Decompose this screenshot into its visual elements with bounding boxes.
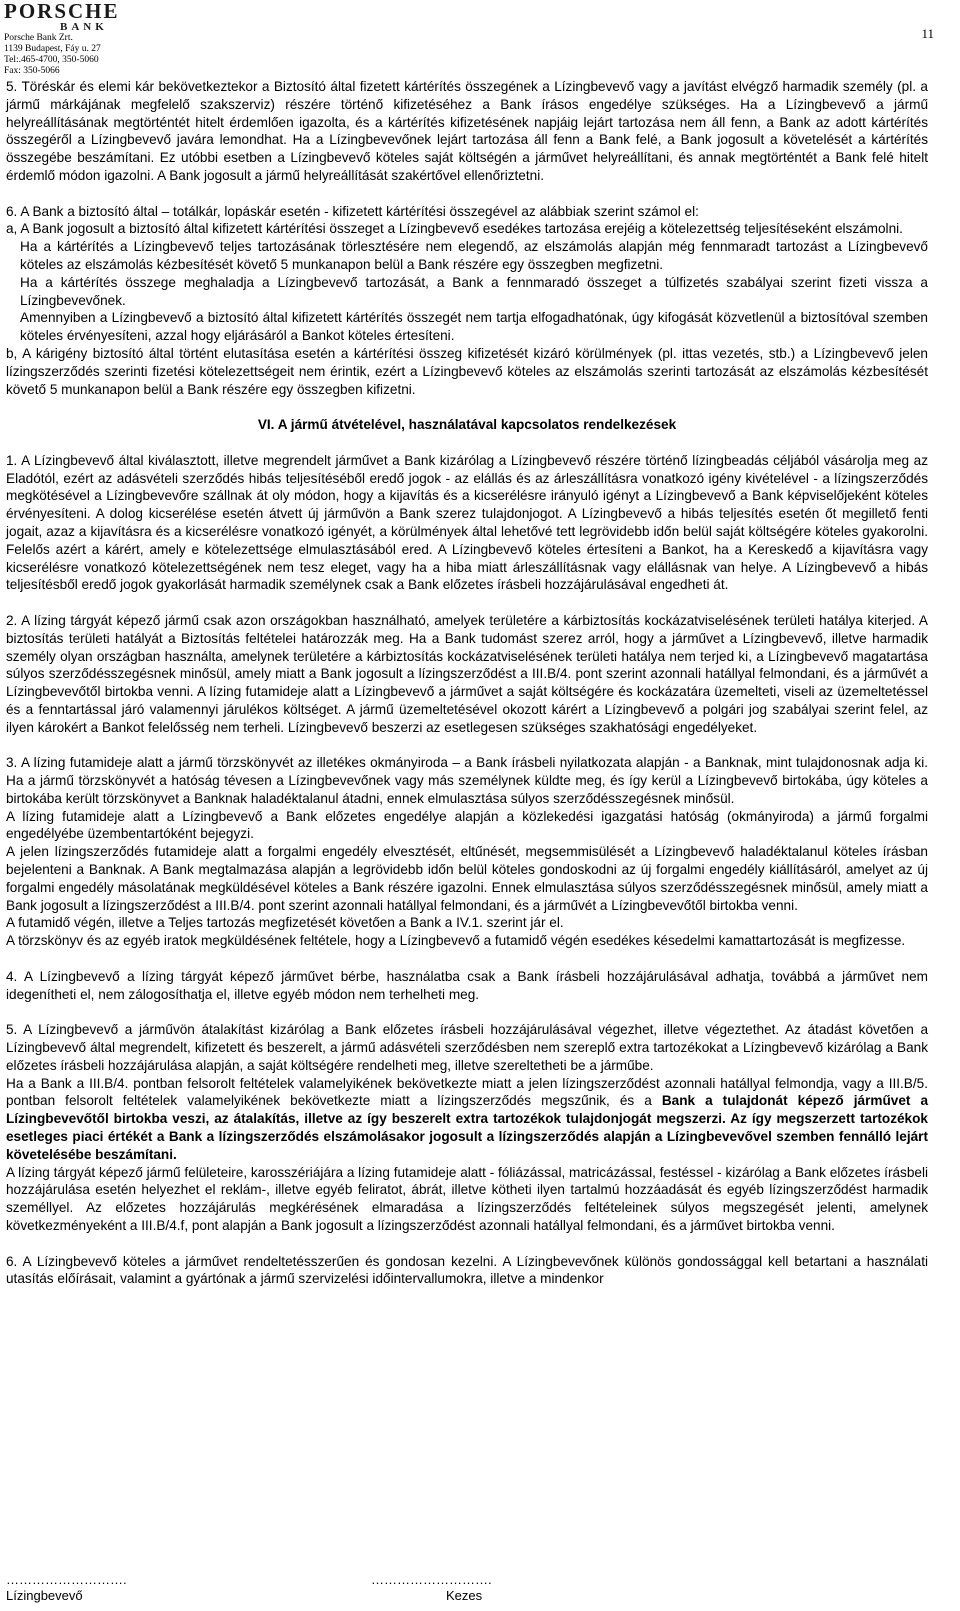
document-body <box>6 78 928 1288</box>
signature-label-lessee: Lízingbevevő <box>6 1588 83 1603</box>
signature-label-guarantor: Kezes <box>446 1588 483 1603</box>
signature-line-guarantor: ………………………. <box>371 1572 492 1587</box>
paragraph <box>6 754 928 807</box>
text-run: VI. A jármű átvételével, használatával kapcsolatos rendelkezések <box>257 417 677 433</box>
paragraph <box>6 843 928 914</box>
page-number: 11 <box>921 26 934 41</box>
paragraph <box>6 932 928 950</box>
text-run: 6. A Bank a biztosító által – totálkár, lopáskár esetén - kifizetett kártérítési összegével az alábbiak szerint számol el: <box>6 203 699 219</box>
paragraph <box>6 203 928 221</box>
paragraph <box>6 309 928 345</box>
paragraph-spacer <box>6 950 928 968</box>
paragraph <box>6 238 928 274</box>
paragraph <box>6 612 928 737</box>
bank-logo-block <box>4 1 204 77</box>
paragraph <box>6 1164 928 1235</box>
text-run: a, A Bank jogosult a biztosító által kifizetett kártérítési összeget a Lízingbevevő esedékes tartozása erejéig a kötelezettség teljesítéseként elszámolni. <box>6 221 903 237</box>
paragraph-spacer <box>6 1235 928 1253</box>
bold-text-run: Bank a tulajdonát képező járművet a Lízingbevevőtől birtokba veszi, az átalakítás, illetve az így beszerelt extra tartozékok tulajdonjogát megszerzi. Az így megszerzett tartozékok esetleges piaci értékét a Bank a lízingszerződés elszámolásakor jogosult a lízingszerződés alapján a Lízingbevevővel szemben fennálló lejárt követelésébe beszámítani. <box>6 1093 929 1162</box>
bank-logo-subtitle: BANK <box>60 21 108 33</box>
paragraph <box>6 1253 928 1289</box>
paragraph <box>6 452 928 594</box>
text-run: A futamidő végén, illetve a Teljes tartozás megfizetését követően a Bank a IV.1. szerint jár el. <box>6 915 564 931</box>
text-run: 1. A Lízingbevevő által kiválasztott, illetve megrendelt járművet a Bank kizárólag a Lízingbevevő részére történő lízingbeadás céljából vásárolja meg az Eladótól, ezért az adásvételi szerződés hibás teljesítéséből eredő jogok - az elállás és az árleszállításra vonatkozó igény kivételével - a lízingszerződés megkötésével a Lízingbevevőre szállnak át oly módon, hogy a kijavítás és a kicserélésre irányuló igényt a Lízingbevevő a Bank képviselőjeként köteles érvényesíteni. A dolog kicserélése esetén átvett új járművön a Bank szerez tulajdonjogot. A Lízingbevevő a hibás teljesítés esetén őt megillető fenti jogait, azaz a kijavításra és a kicserélésre vonatkozó igényét, a körülmények által lehetővé tett legrövidebb időn belül saját költségére köteles gyakorolni. Felelős azért a kárért, amely e kötelezettsége elmulasztásából ered. A Lízingbevevő köteles értesíteni a Bankot, ha a Kereskedő a kijavításra vagy kicserélésre vonatkozó kötelezettségének nem tesz eleget, vagy ha a hiba miatt árleszállításnak vagy elállásnak van helye. A Lízingbevevő a hibás teljesítésből eredő jogok gyakorlását harmadik személynek csak a Bank előzetes írásbeli hozzájárulásával engedheti át. <box>6 452 928 593</box>
company-name: Porsche Bank Zrt. <box>4 33 73 43</box>
text-run: 6. A Lízingbevevő köteles a járművet rendeltetésszerűen és gondosan kezelni. A Lízingbevevőnek különös gondossággal kell betartani a használati utasítás előírásait, valamint a gyártónak a jármű szervizelési időintervallumokra, illetve a mindenkor <box>6 1253 928 1287</box>
paragraph <box>6 274 928 310</box>
text-run: Ha a kártérítés összege meghaladja a Lízingbevevő tartozását, a Bank a fennmaradó összeget a túlfizetés szabályai szerint fizeti vissza a Lízingbevevőnek. <box>20 274 928 308</box>
text-run: Ha a Bank a III.B/4. pontban felsorolt feltételek valamelyikének bekövetkezte miatt a jelen lízingszerződést azonnali hatállyal felmondja, vagy a III.B/5. pontban felsorolt feltételek valamelyikének bekövetkezte miatt a lízingszerződés megszűnik, és a <box>6 1075 928 1109</box>
porsche-logo: PORSCHE <box>4 0 120 23</box>
paragraph-spacer <box>6 736 928 754</box>
paragraph-spacer <box>6 434 928 452</box>
paragraph <box>6 78 928 185</box>
paragraph <box>6 914 928 932</box>
text-run: 3. A lízing futamideje alatt a jármű törzskönyvét az illetékes okmányiroda – a Bank írásbeli nyilatkozata alapján - a Banknak, mint tulajdonosnak adja ki. Ha a jármű törzskönyvét a hatóság tévesen a Lízingbevevőnek vagy más személynek küldte meg, és így kerül a Lízingbevevő birtokába, úgy köteles a birtokába került törzskönyvet a Banknak haladéktalanul átadni, ennek elmulasztása súlyos szerződésszegésnek minősül. <box>6 755 928 806</box>
paragraph <box>6 220 928 238</box>
text-run: A törzskönyv és az egyéb iratok megküldésének feltétele, hogy a Lízingbevevő a futamidő végén esedékes késedelmi kamattartozását is megfizesse. <box>6 933 906 949</box>
paragraph-spacer <box>6 398 928 416</box>
text-run: 2. A lízing tárgyát képező jármű csak azon országokban használható, amelyek területére a kárbiztosítás kockázatviselésének területi hatálya kiterjed. A biztosítás területi hatályát a Biztosítás feltételei határozzák meg. Ha a Bank tudomást szerez arról, hogy a járművet a Lízingbevevő, illetve harmadik személy olyan országban használta, amelynek területére a kárbiztosítás kockázatviselésének területi hatálya nem terjed ki, a Lízingbevevő magatartása súlyos szerződésszegésnek minősül, amely miatt a Bank jogosult a lízingszerződést a III.B/4. pont szerint azonnali hatállyal felmondani, és a járművét a Lízingbevevőtől birtokba venni. A lízing futamideje alatt a Lízingbevevő a járművet a saját költségére és kockázatára üzemelteti, viseli az üzemeltetéssel és a fenntartással járó valamennyi járulékos költséget. A jármű üzemeltetésével okozott kárért a Lízingbevevő a polgári jog szabályai szerint felel, az ilyen károkért a Bankot felelősség nem terheli. Lízingbevevő beszerzi az esetlegesen szükséges szakhatósági engedélyeket. <box>6 612 928 735</box>
paragraph <box>6 345 928 398</box>
text-run: A jelen lízingszerződés futamideje alatt a forgalmi engedély elvesztését, eltűnését, megsemmisülését a Lízingbevevő haladéktalanul köteles írásban bejelenteni a Banknak. A Bank megtalmazása alapján a legrövidebb időn belül köteles gondoskodni az új forgalmi engedély kiállításáról, amelyet az új forgalmi engedély másolatának megküldésével köteles a Bank részére igazolni. Ennek elmulasztása súlyos szerződésszegésnek minősül, amely miatt a Bank jogosult a lízingszerződést a III.B/4. pont szerint azonnali hatállyal felmondani, és a járművét a Lízingbevevőtől birtokba venni. <box>6 844 928 913</box>
text-run: 5. Töréskár és elemi kár bekövetkeztekor a Biztosító által fizetett kártérítés összegének a Lízingbevevő vagy a javítást elvégző harmadik személy (pl. a jármű márkájának megfelelő szakszerviz) részére történő kifizetéséhez a Bank írásos engedélye szükséges. Ha a Lízingbevevő a jármű helyreállításának megtörténtét hitelt érdemlően igazolta, és a kártérítés kifizetésének napjáig lejárt tartozása nem áll fenn, a Bank az adott kártérítés összegéről a Lízingbevevő javára lemondhat. Ha a Lízingbevevőnek lejárt tartozása áll fenn a Bank felé, a Bank jogosult a követelését a kártérítés összegébe beszámítani. Ez utóbbi esetben a Lízingbevevő köteles saját költségén a járművet helyreállítani, és annak megtörténtét a Bank felé hitelt érdemlő módon igazolni. A Bank jogosult a jármű helyreállítását szakértővel ellenőriztetni. <box>6 79 928 183</box>
paragraph-spacer <box>6 185 928 203</box>
company-address: 1139 Budapest, Fáy u. 27 <box>4 44 101 54</box>
company-fax: Fax: 350-5066 <box>4 66 60 76</box>
text-run: Amennyiben a Lízingbevevő a biztosító által kifizetett kártérítés összegét nem tartja elfogadhatónak, úgy kifogását közvetlenül a biztosítóval szemben köteles érvényesíteni, azzal hogy eljárásáról a Bankot köteles értesíteni. <box>20 310 928 344</box>
paragraph-spacer <box>6 1003 928 1021</box>
paragraph <box>6 808 928 844</box>
text-run: A lízing tárgyát képező jármű felületeire, karosszériájára a lízing futamideje alatt - fóliázással, matricázással, festéssel - kizárólag a Bank előzetes írásbeli hozzájárulása esetén helyezhet el reklám-, illetve egyéb feliratot, ábrát, illetve kötheti ilyen tartalmú hozzáadását és egyéb lízingszerződést harmadik személlyel. Az előzetes hozzájárulás megkérésének elmaradása a lízingszerződés feltételeinek súlyos megszegését jelenti, amelynek következményeként a III.B/4.f, pont alapján a Bank jogosult a lízingszerződést azonnali hatállyal felmondani, és a járművet birtokba venni. <box>6 1164 928 1233</box>
paragraph <box>6 1021 928 1074</box>
text-run: 5. A Lízingbevevő a járművön átalakítást kizárólag a Bank előzetes írásbeli hozzájárulásával végezhet, illetve végeztethet. Az átadást követően a Lízingbevevő által megrendelt, kifizetett és beszerelt, a jármű adásvételi szerződésben nem szereplő extra tartozékokat a Lízingbevevő kizárólag a Bank előzetes írásbeli hozzájárulása alapján, a saját költségére rendelheti meg, illetve szereltetheti be a járműbe. <box>6 1022 928 1073</box>
text-run: 4. A Lízingbevevő a lízing tárgyát képező járművet bérbe, használatba csak a Bank írásbeli hozzájárulásával adhatja, továbbá a járművet nem idegenítheti el, nem zálogosíthatja el, illetve egyéb módon nem terhelheti meg. <box>6 968 928 1002</box>
signature-line-lessee: ………………………. <box>6 1572 127 1587</box>
text-run: Ha a kártérítés a Lízingbevevő teljes tartozásának törlesztésére nem elegendő, az elszámolás alapján még fennmaradt tartozást a Lízingbevevő köteles az elszámolás kézbesítését követő 5 munkanapon belül a Bank részére egy összegben megfizetni. <box>20 239 928 272</box>
paragraph-spacer <box>6 594 928 612</box>
paragraph <box>6 1075 928 1164</box>
section-heading <box>6 416 928 434</box>
paragraph <box>6 968 928 1004</box>
text-run: A lízing futamideje alatt a Lízingbevevő a Bank előzetes engedélye alapján a közlekedési igazgatási hatóság (okmányiroda) a jármű forgalmi engedélyébe üzembentartóként bejegyzi. <box>6 808 928 842</box>
text-run: b, A kárigény biztosító által történt elutasítása esetén a kártérítési összeg kifizetését kizáró körülmények (pl. ittas vezetés, stb.) a Lízingbevevő jelen lízingszerződés szerinti fizetési kötelezettségeit nem érintik, ezért a Lízingbevevő köteles az elszámolás szerinti tartozását az elszámolás kézbesítését követő 5 munkanapon belül a Bank részére egy összegben kifizetni. <box>6 345 928 397</box>
company-phone: Tel:.465-4700, 350-5060 <box>4 55 99 65</box>
